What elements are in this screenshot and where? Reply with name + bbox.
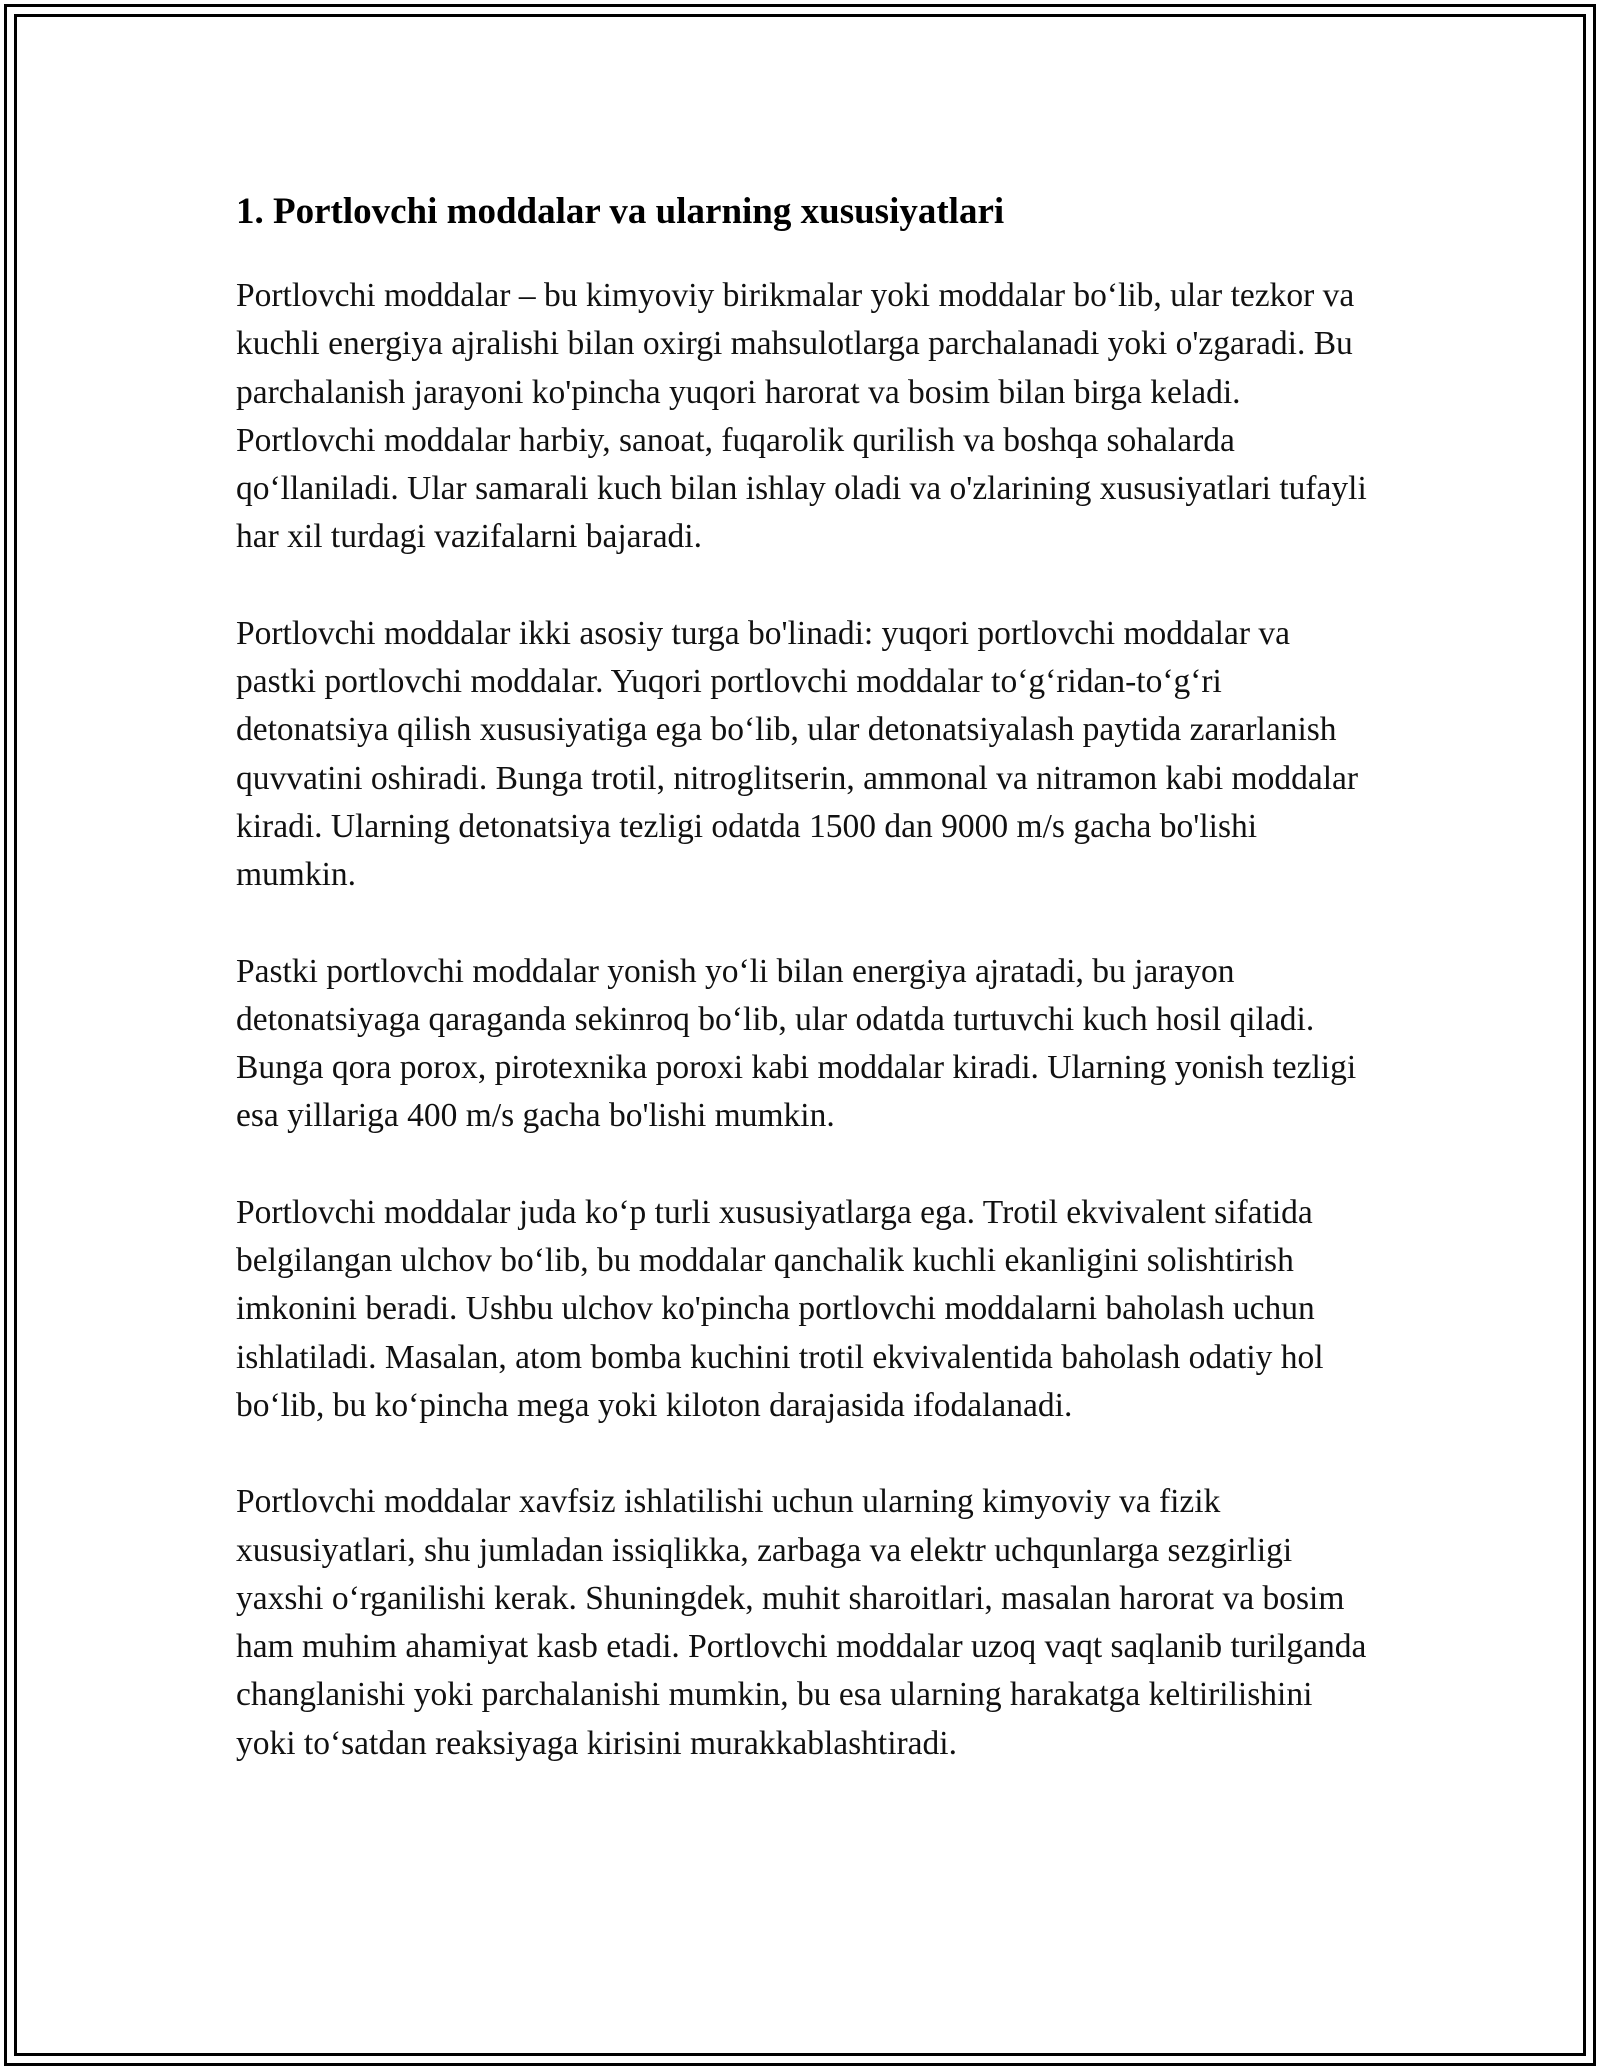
paragraph-3: Pastki portlovchi moddalar yonish yoʻli bilan energiya ajratadi, bu jarayon detonatsiyaga qaraganda sekinroq boʻlib, ular odatda turtuvchi kuch hosil qiladi. Bunga qora porox, pirotexnika poroxi kabi moddalar kiradi. Ularning yonish tezligi esa yillariga 400 m/s gacha bo'lishi mumkin. xyxy=(236,952,1357,1135)
section-heading: 1. Portlovchi moddalar va ularning xususiyatlari xyxy=(236,191,1005,232)
paragraph-2: Portlovchi moddalar ikki asosiy turga bo'linadi: yuqori portlovchi moddalar va pastki portlovchi moddalar. Yuqori portlovchi moddalar toʻgʻridan-toʻgʻri detonatsiya qilish xususiyatiga ega boʻlib, ular detonatsiyalash paytida zararlanish quvvatini oshiradi. Bunga trotil, nitroglitserin, ammonal va nitramon kabi moddalar kiradi. Ularning detonatsiya tezligi odatda 1500 dan 9000 m/s gacha bo'lishi mumkin. xyxy=(236,614,1359,894)
paragraph-4: Portlovchi moddalar juda koʻp turli xususiyatlarga ega. Trotil ekvivalent sifatida belgilangan ulchov boʻlib, bu moddalar qanchalik kuchli ekanligini solishtirish imkonini beradi. Ushbu ulchov ko'pincha portlovchi moddalarni baholash uchun ishlatiladi. Masalan, atom bomba kuchini trotil ekvivalentida baholash odatiy hol boʻlib, bu koʻpincha mega yoki kiloton darajasida ifodalanadi. xyxy=(236,1193,1324,1424)
paragraph-1: Portlovchi moddalar – bu kimyoviy birikmalar yoki moddalar boʻlib, ular tezkor va kuchli energiya ajralishi bilan oxirgi mahsulotlarga parchalanadi yoki o'zgaradi. Bu parchalanish jarayoni ko'pincha yuqori harorat va bosim bilan birga keladi. Portlovchi moddalar harbiy, sanoat, fuqarolik qurilish va boshqa sohalarda qoʻllaniladi. Ular samarali kuch bilan ishlay oladi va o'zlarining xususiyatlari tufayli har xil turdagi vazifalarni bajaradi. xyxy=(236,277,1367,556)
document-body xyxy=(236,186,1376,1816)
paragraph-5: Portlovchi moddalar xavfsiz ishlatilishi uchun ularning kimyoviy va fizik xususiyatlari, shu jumladan issiqlikka, zarbaga va elektr uchqunlarga sezgirligi yaxshi oʻrganilishi kerak. Shuningdek, muhit sharoitlari, masalan harorat va bosim ham muhim ahamiyat kasb etadi. Portlovchi moddalar uzoq vaqt saqlanib turilganda changlanishi yoki parchalanishi mumkin, bu esa ularning harakatga keltirilishini yoki toʻsatdan reaksiyaga kirisini murakkablashtiradi. xyxy=(236,1483,1367,1762)
